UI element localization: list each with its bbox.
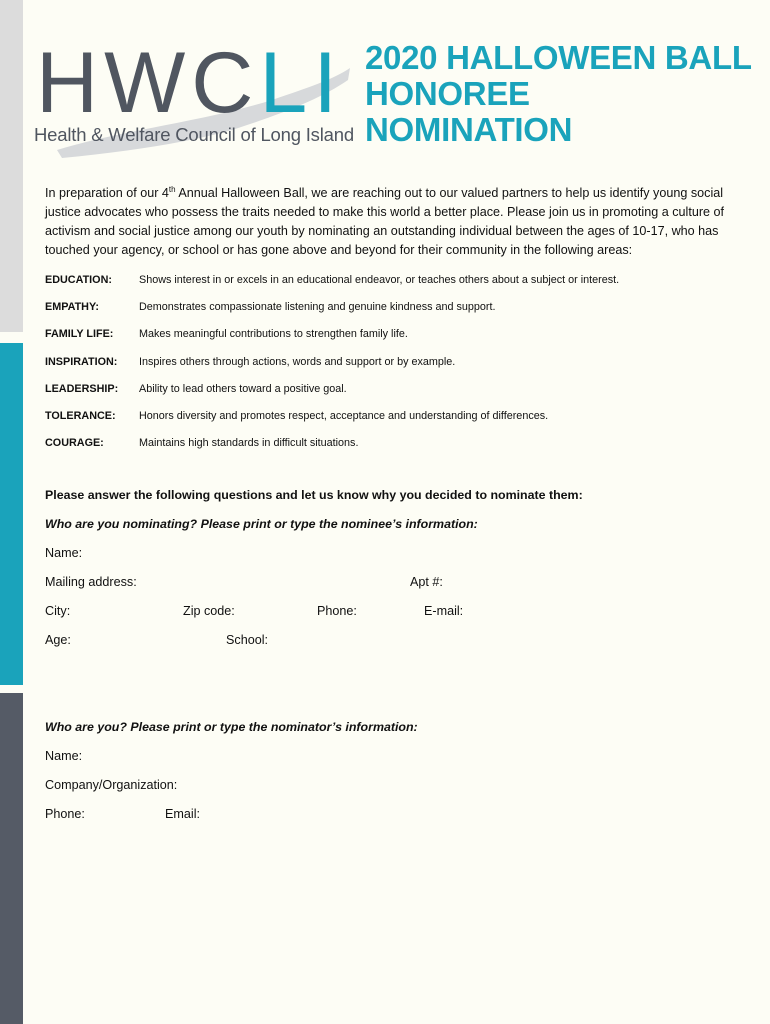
nominator-name-field[interactable] (45, 749, 82, 763)
intro-text-pre: In preparation of our 4 (45, 186, 169, 201)
nominee-school-field[interactable] (226, 633, 268, 647)
nominee-age-label: Age: (45, 633, 71, 647)
nominator-name-label: Name: (45, 749, 83, 763)
criteria-row (45, 402, 745, 429)
nominee-city-field[interactable] (45, 604, 70, 618)
criteria-term: FAMILY LIFE: (45, 328, 114, 341)
nominator-phone-label: Phone: (45, 807, 85, 821)
criteria-desc: Maintains high standards in difficult situations. (139, 437, 359, 450)
nominator-heading: Who are you? Please print or type the nominator’s information: (45, 720, 418, 734)
nominator-phone-field[interactable] (45, 807, 85, 821)
nominee-apt-field[interactable] (410, 575, 443, 589)
criteria-row (45, 375, 745, 402)
criteria-desc: Ability to lead others toward a positive goal. (139, 382, 347, 395)
nominee-zip-label: Zip code: (183, 604, 235, 618)
nominee-school-label: School: (226, 633, 269, 647)
criteria-term: LEADERSHIP: (45, 382, 119, 395)
nominee-phone-label: Phone: (317, 604, 357, 618)
criteria-row (45, 266, 745, 293)
nominee-heading: Who are you nominating? Please print or type the nominee’s information: (45, 517, 478, 531)
title-line-3: NOMINATION (365, 111, 573, 148)
logo-letters-main: HWC (36, 35, 260, 131)
nominee-zip-field[interactable] (183, 604, 235, 618)
intro-paragraph (45, 180, 725, 260)
nominator-company-label: Company/Organization: (45, 778, 178, 792)
criteria-term: TOLERANCE: (45, 410, 116, 423)
criteria-term: INSPIRATION: (45, 355, 118, 368)
nominee-apt-label: Apt #: (410, 575, 443, 589)
criteria-desc: Shows interest in or excels in an educational endeavor, or teaches others about a subject or interest. (139, 273, 620, 286)
logo-letters-accent: LI (259, 35, 344, 131)
side-bar-teal (0, 343, 23, 685)
page-title (365, 40, 752, 148)
side-bar-slate (0, 693, 23, 1024)
criteria-desc: Makes meaningful contributions to strengthen family life. (139, 328, 408, 341)
logo-org-name: Health & Welfare Council of Long Island (34, 124, 354, 145)
title-line-2: HONOREE (365, 75, 530, 112)
nominee-phone-field[interactable] (317, 604, 357, 618)
nominee-city-label: City: (45, 604, 71, 618)
side-bar-gray (0, 0, 23, 332)
criteria-desc: Demonstrates compassionate listening and genuine kindness and support. (139, 300, 496, 313)
criteria-row (45, 430, 745, 457)
criteria-row (45, 348, 745, 375)
questions-heading: Please answer the following questions and let us know why you decided to nominate them: (45, 488, 583, 502)
criteria-list (45, 266, 745, 457)
title-line-1: 2020 HALLOWEEN BALL (365, 39, 752, 76)
intro-text-sup: th (168, 185, 176, 194)
criteria-term: EMPATHY: (45, 300, 99, 313)
hwcli-logo (32, 35, 354, 160)
nominee-name-label: Name: (45, 546, 83, 560)
nominee-mailing-address-label: Mailing address: (45, 575, 137, 589)
nominator-email-field[interactable] (165, 807, 200, 821)
nominee-mailing-address-field[interactable] (45, 575, 137, 589)
nominee-email-label: E-mail: (424, 604, 464, 618)
criteria-desc: Honors diversity and promotes respect, acceptance and understanding of differences. (139, 410, 549, 423)
nominator-company-field[interactable] (45, 778, 177, 792)
nominee-age-field[interactable] (45, 633, 71, 647)
nominee-email-field[interactable] (424, 604, 463, 618)
criteria-term: EDUCATION: (45, 273, 112, 286)
nominator-email-label: Email: (165, 807, 200, 821)
criteria-row (45, 293, 745, 320)
intro-text-post: Annual Halloween Ball, we are reaching out to our valued partners to help us identify young social justice advocates who possess the traits needed to make this world a better place. Please join us in promoting a culture of activism and social justice among our youth by nominating an outstanding individual between the ages of 10-17, who has touched your agency, or school or has gone above and beyond for their community in the following areas: (45, 186, 725, 258)
nominee-name-field[interactable] (45, 546, 82, 560)
criteria-term: COURAGE: (45, 437, 104, 450)
criteria-desc: Inspires others through actions, words and support or by example. (139, 355, 456, 368)
logo-letters (36, 35, 344, 131)
criteria-row (45, 321, 745, 348)
